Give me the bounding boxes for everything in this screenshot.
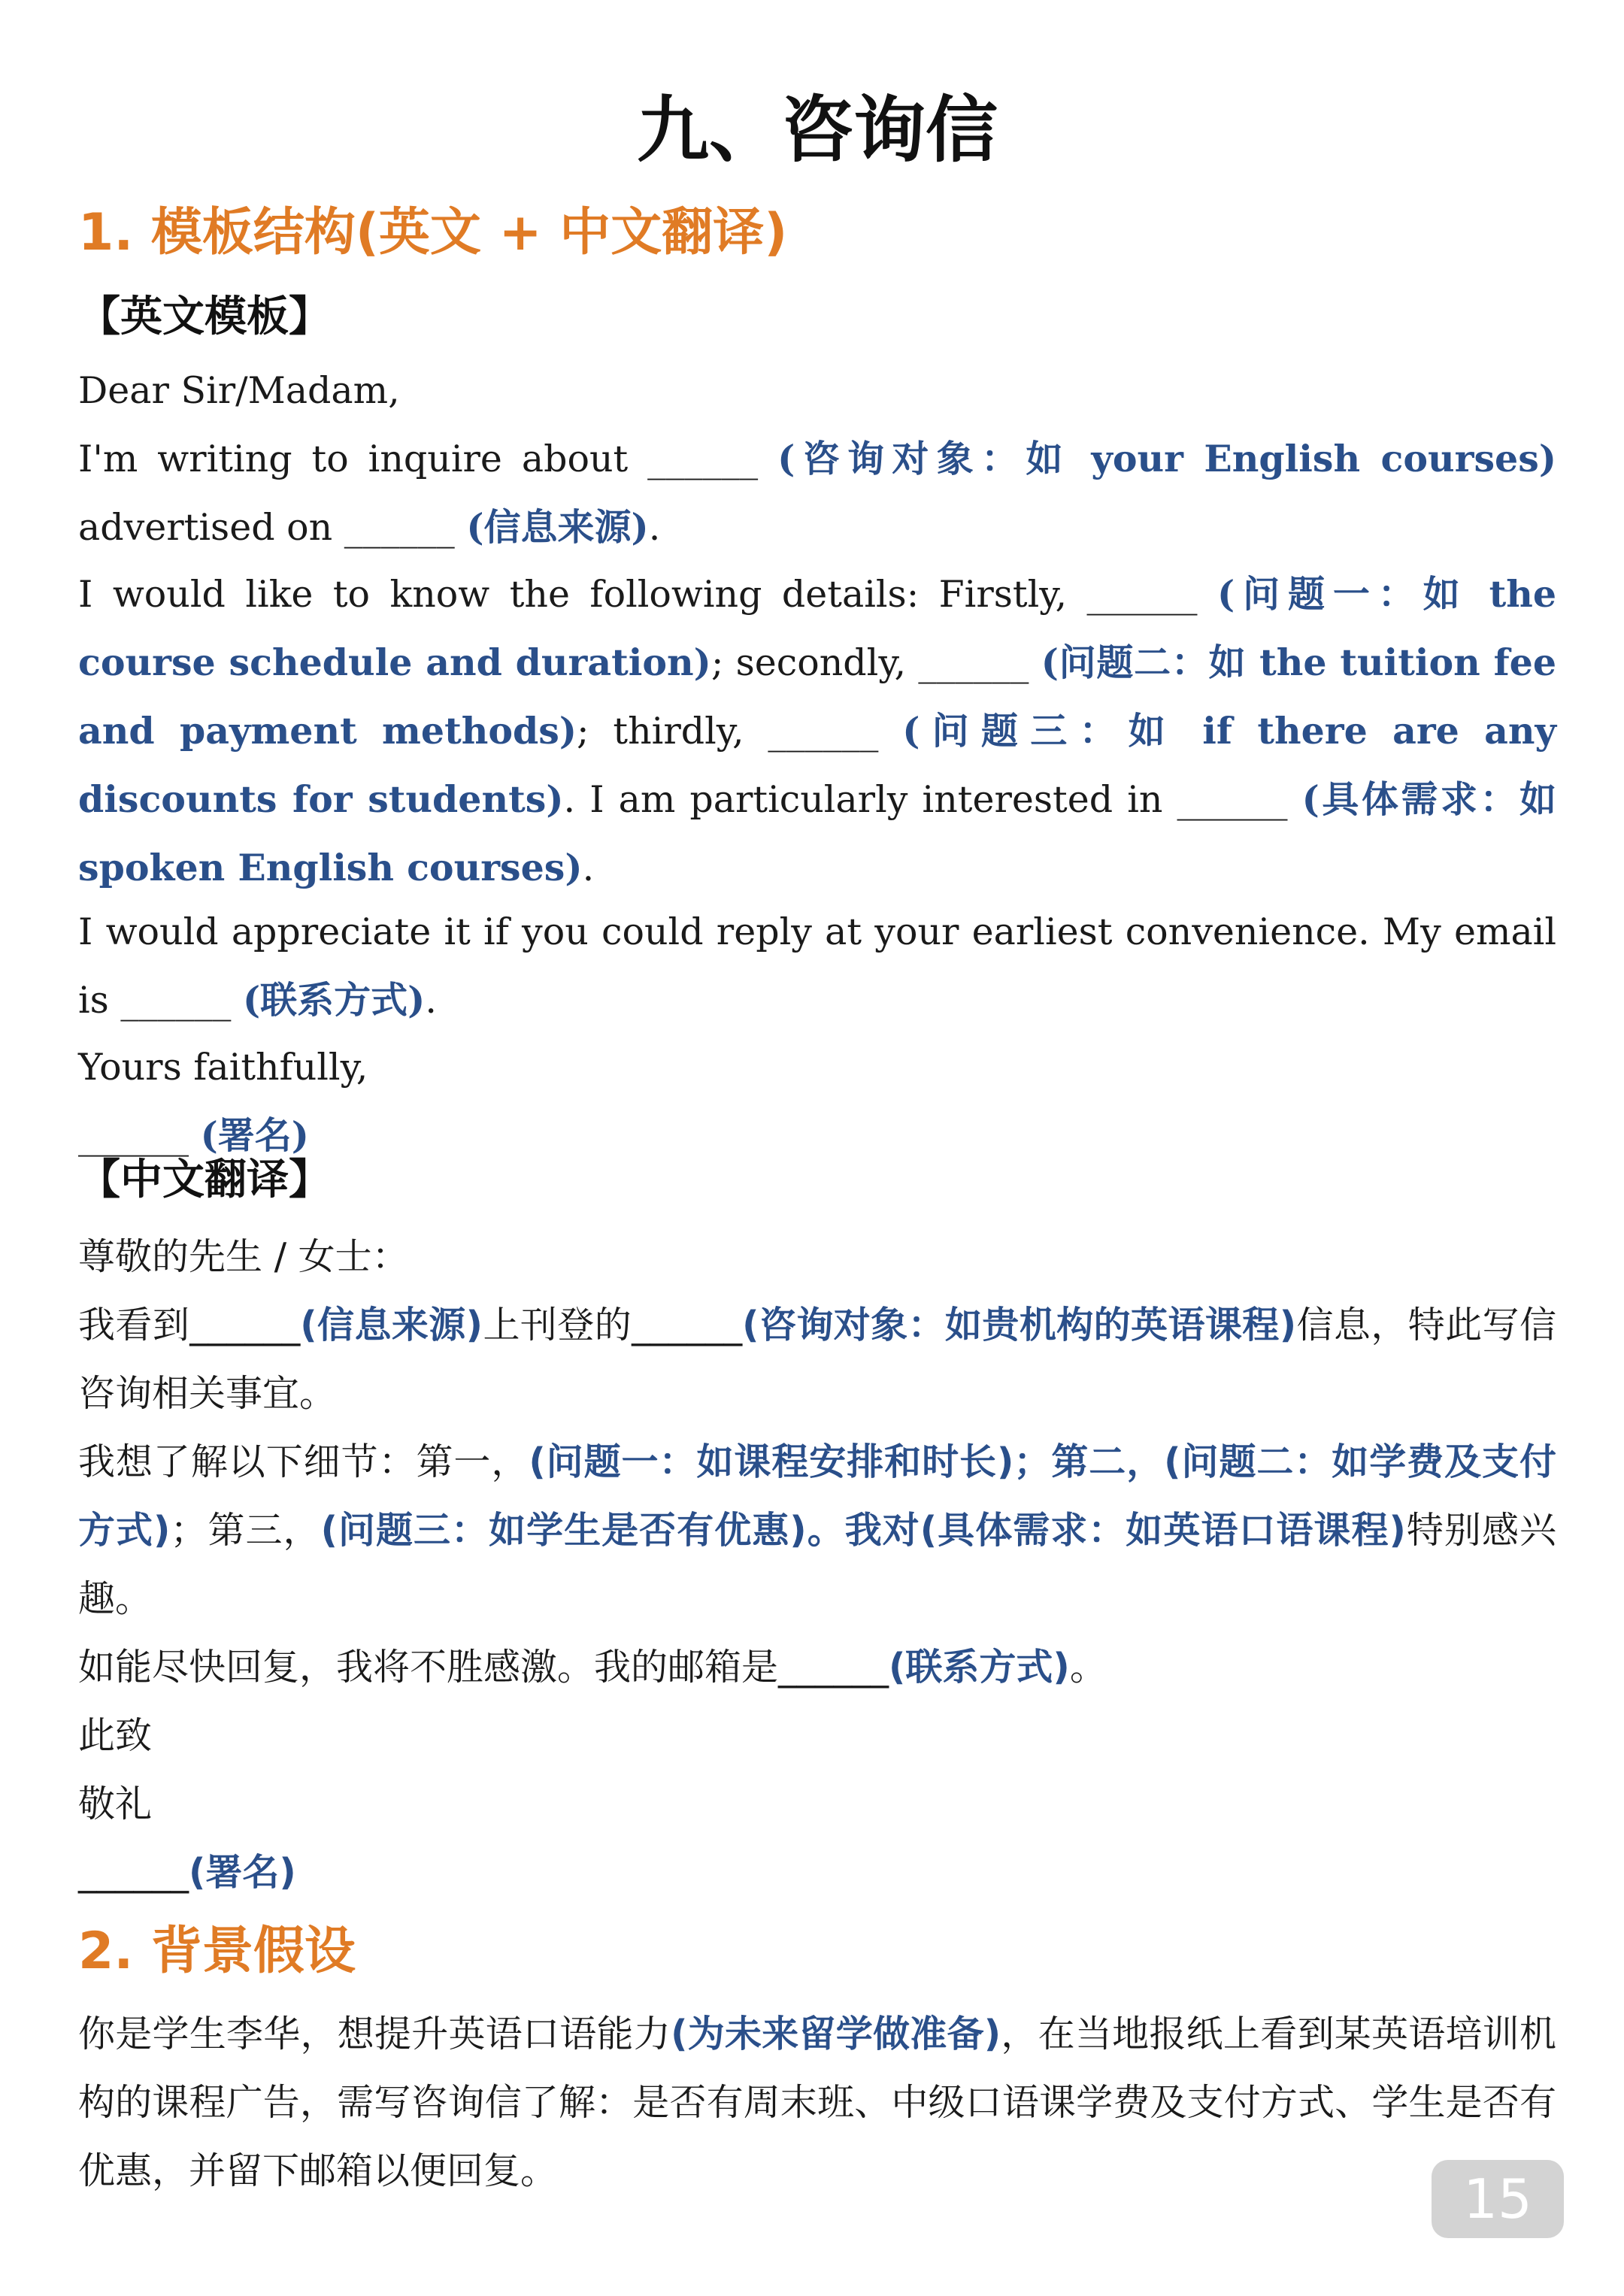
chinese-closing-1: 此致 [78,1714,153,1757]
english-paragraph-2: I would like to know the following details: Firstly, ______ (问题一：如 the course schedule and duration); secondly, ______ (问题二：如 the tuition fee and payment methods); thirdly, ______ (问题三：如 if there are any discounts for students). I am particularly interested in ______ (具体需求：如 spoken English courses). [78,572,1557,889]
question-3-hint: (问题三：如 if there are any discounts for students) [78,709,1556,821]
english-closing: Yours faithfully, [78,1046,368,1089]
contact-hint: (联系方式) [242,978,426,1022]
english-paragraph-3: I would appreciate it if you could reply at your earliest convenience. My email is ______ (联系方式). [78,910,1556,1022]
signature-hint: (署名) [200,1113,309,1157]
background-paragraph: 你是学生李华，想提升英语口语能力(为未来留学做准备)，在当地报纸上看到某英语培训机构的课程广告，需写咨询信了解：是否有周末班、中级口语课学费及支付方式、学生是否有优惠，并留下邮箱以便回复。 [78,2013,1556,2192]
info-source-hint: (信息来源) [466,505,649,549]
chinese-paragraph-1: 我看到______(信息来源)上刊登的______(咨询对象：如贵机构的英语课程)信息，特此写信咨询相关事宜。 [78,1304,1556,1415]
chinese-signature: ______(署名) [78,1851,296,1894]
page-title: 九、咨询信 [637,88,998,172]
chinese-paragraph-3: 如能尽快回复，我将不胜感激。我的邮箱是______(联系方式)。 [78,1646,1107,1689]
english-paragraph-1: I'm writing to inquire about ______ (咨询对象：如 your English courses) advertised on ______ (信息来源). [78,437,1557,549]
section-1-heading: 1. 模板结构(英文 + 中文翻译) [78,203,788,262]
section-2-heading: 2. 背景假设 [78,1922,356,1981]
chinese-salutation: 尊敬的先生 / 女士： [78,1235,409,1278]
english-salutation: Dear Sir/Madam, [78,369,400,412]
english-signature: ______ (署名) [78,1113,309,1157]
specific-need-hint: (具体需求：如 spoken English courses) [78,777,1556,889]
chinese-paragraph-2: 我想了解以下细节：第一，(问题一：如课程安排和时长)；第二，(问题二：如学费及支付方式)；第三，(问题三：如学生是否有优惠)。我对(具体需求：如英语口语课程)特别感兴趣。 [78,1440,1556,1620]
chinese-closing-2: 敬礼 [78,1783,153,1825]
english-template-label: 【英文模板】 [78,292,331,341]
question-1-hint: (问题一：如 the course schedule and duration) [78,572,1557,684]
chinese-translation-label: 【中文翻译】 [78,1156,331,1204]
inquiry-object-hint: (咨询对象：如 your English courses) [777,437,1557,480]
question-2-hint: (问题二：如 the tuition fee and payment methods) [78,641,1557,753]
page-number-badge: 15 [1432,2160,1564,2238]
